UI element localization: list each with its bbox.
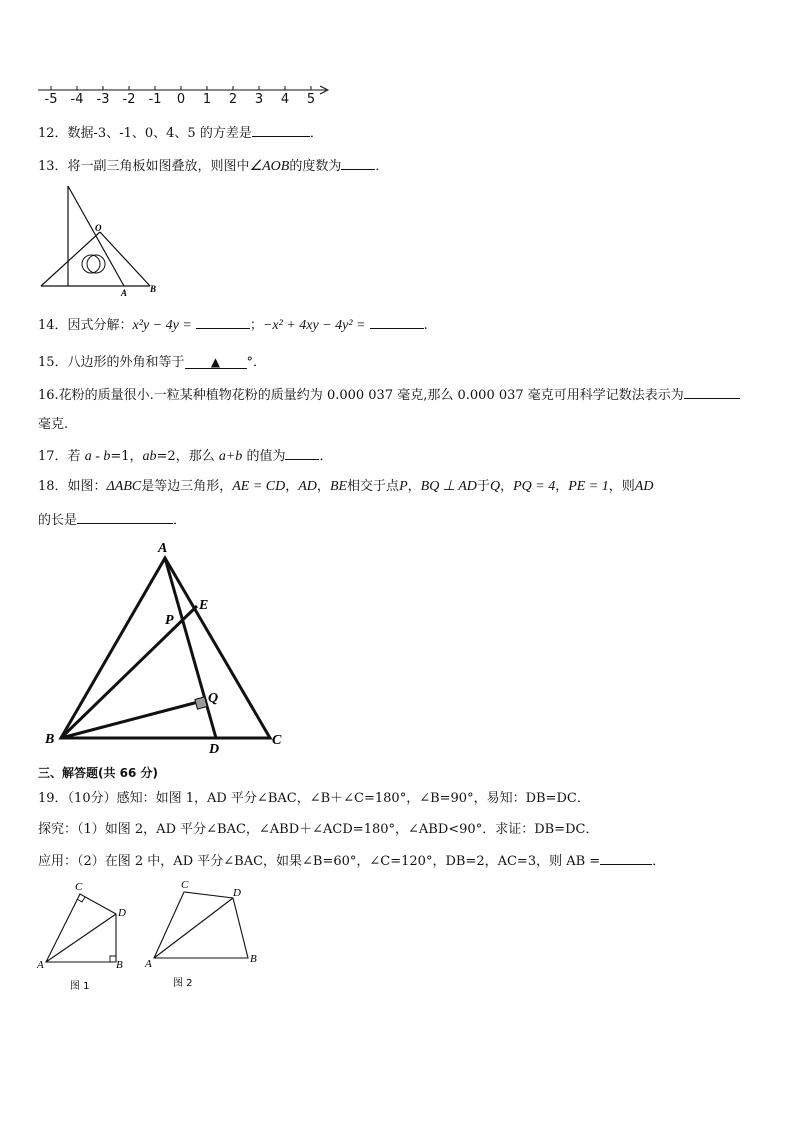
- fig2-quadrilateral: [154, 892, 248, 958]
- q18-label-b: B: [45, 732, 55, 747]
- number-line-tick-label: 2: [228, 92, 238, 107]
- q18-figure: [40, 534, 300, 759]
- q15-mark: ▲: [210, 355, 221, 369]
- q13-circle-left: [82, 255, 100, 273]
- q14-expr2: −x² + 4xy − 4y² =: [262, 318, 366, 333]
- q18-answer-blank[interactable]: [77, 511, 173, 524]
- q18-line2: 的长是: [38, 513, 78, 528]
- q13-triangle-right-edge: [100, 232, 150, 286]
- q13-circle-right: [87, 255, 105, 273]
- q18-label-d: D: [209, 742, 220, 757]
- q18-t9: ，则: [608, 479, 635, 494]
- q16-line1: 16.花粉的质量很小.一粒某种植物花粉的质量约为 0.000 037 毫克,那么 0.000 037 毫克可用科学记数法表示为: [38, 388, 684, 403]
- q18-t5: ，: [407, 479, 421, 494]
- q17-eq1: =1，: [110, 449, 143, 464]
- q18-t2: ，: [285, 479, 299, 494]
- q19-end: ．: [652, 854, 666, 869]
- q13-label-o: O: [95, 223, 102, 233]
- q13-triangle-left-edge: [41, 232, 100, 286]
- q18-c1: AE = CD: [232, 479, 286, 494]
- q18-t1: 是等边三角形，: [141, 479, 233, 494]
- number-line-tick-label: 1: [202, 92, 212, 107]
- question-18-line-1: [38, 478, 653, 496]
- q19-line3: 应用：（2）在图 2 中，AD 平分∠BAC，如果∠B=60°，∠C=120°，DB=2，AC=3，则 AB =: [38, 854, 601, 869]
- q13-figure: [36, 180, 166, 300]
- fig1-label-d: D: [118, 907, 126, 919]
- fig1-label-a: A: [37, 959, 44, 971]
- q17-prefix: 17．若: [38, 449, 81, 464]
- fig2-diagonal-ad: [154, 898, 233, 958]
- q18-c9: AD: [634, 479, 654, 494]
- q17-eq2: =2，那么: [156, 449, 215, 464]
- q18-t3: ，: [316, 479, 330, 494]
- question-18-line-2: [38, 511, 186, 530]
- section-3-title: 三、解答题(共 66 分): [38, 766, 159, 780]
- q16-answer-blank[interactable]: [684, 386, 740, 399]
- q17-end: ．: [319, 449, 333, 464]
- number-line-tick-label: -4: [70, 92, 84, 107]
- fig2-label-d: D: [233, 887, 241, 899]
- question-19-line-3: [38, 852, 665, 871]
- fig2-label-a: A: [145, 958, 152, 970]
- question-14: [38, 316, 428, 335]
- q14-blank-2[interactable]: [370, 316, 424, 329]
- q15-text: 15．八边形的外角和等于: [38, 355, 185, 370]
- fig2-caption: 图 2: [173, 978, 193, 989]
- q14-blank-1[interactable]: [196, 316, 250, 329]
- question-16-line-2: [38, 416, 68, 434]
- number-line-tick-label: -5: [44, 92, 58, 107]
- q14-sep: ；: [249, 318, 263, 333]
- q18-t4: 相交于点: [347, 479, 400, 494]
- q12-text: 12．数据-3、-1、0、4、5 的方差是: [38, 126, 252, 141]
- q18-t7: ，: [500, 479, 514, 494]
- q18-label-a: A: [158, 541, 168, 556]
- q14-end: .: [423, 318, 428, 333]
- fig1-quadrilateral: [46, 894, 116, 962]
- fig2-label-b: B: [250, 953, 257, 965]
- q19-line-2: 探究：（1）如图 2，AD 平分∠BAC，∠ABD＋∠ACD=180°，∠ABD<90°．求证：DB=DC．: [38, 822, 599, 837]
- q12-answer-blank[interactable]: [252, 124, 310, 137]
- q13-label-b: B: [150, 284, 157, 294]
- q18-c3: BE: [329, 479, 348, 494]
- fig2-label-c: C: [181, 879, 189, 891]
- q12-end: ．: [309, 126, 323, 141]
- q19-answer-blank[interactable]: [600, 852, 652, 865]
- number-line-tick-label: -1: [148, 92, 162, 107]
- number-line-tick-label: 5: [306, 92, 316, 107]
- number-line-tick-label: 3: [254, 92, 264, 107]
- q17-cond1: a - b: [84, 449, 111, 464]
- fig1-label-b: B: [116, 959, 123, 971]
- number-line-tick-label: 4: [280, 92, 290, 107]
- q17-cond2: ab: [142, 449, 157, 464]
- q18-label-p: P: [165, 613, 174, 628]
- q18-label-q: Q: [208, 691, 219, 706]
- q19-figure-2: [140, 874, 270, 996]
- q13-angle: ∠AOB: [249, 159, 290, 174]
- q13-end: ．: [375, 159, 389, 174]
- question-15: [38, 354, 266, 372]
- q16-line2: 毫克.: [38, 417, 69, 432]
- q18-end: ．: [173, 513, 187, 528]
- q18-t8: ，: [555, 479, 569, 494]
- q18-label-e: E: [199, 598, 209, 613]
- q17-suffix: 的值为: [246, 449, 286, 464]
- number-line-tick-label: -3: [96, 92, 110, 107]
- q18-segment-be: [61, 606, 197, 738]
- q18-tri: ΔABC: [106, 479, 142, 494]
- question-12: [38, 124, 323, 143]
- q18-right-angle-mark: [195, 697, 207, 709]
- q17-answer-blank[interactable]: [285, 447, 319, 460]
- q13-prefix: 13．将一副三角板如图叠放，则图中: [38, 159, 250, 174]
- number-line-tick-label: -2: [122, 92, 136, 107]
- question-13: [38, 157, 388, 176]
- q18-c8: PE = 1: [568, 479, 609, 494]
- q18-t6: 于: [476, 479, 490, 494]
- q14-expr1: x²y − 4y =: [132, 318, 192, 333]
- fig1-label-c: C: [75, 881, 83, 893]
- q18-label-c: C: [272, 733, 282, 748]
- q19-line-1: 19．（10分）感知：如图 1，AD 平分∠BAC，∠B＋∠C=180°，∠B=90°，易知：DB=DC．: [38, 791, 590, 806]
- q18-c2: AD: [298, 479, 317, 494]
- q18-c5: BQ ⊥ AD: [420, 479, 477, 494]
- question-17: [38, 447, 332, 466]
- q18-c4: P: [399, 479, 408, 494]
- fig1-caption: 图 1: [70, 981, 90, 992]
- fig1-diagonal-ad: [46, 914, 116, 962]
- q18-segment-ad: [165, 558, 219, 738]
- q19-figure-1: [36, 878, 136, 996]
- q17-target: a+b: [218, 449, 243, 464]
- number-line-tick-label: 0: [176, 92, 186, 107]
- q15-answer-blank[interactable]: [185, 356, 247, 369]
- q18-c6: Q: [489, 479, 501, 494]
- question-16-line-1: [38, 386, 740, 405]
- q13-suffix: 的度数为: [289, 159, 342, 174]
- q18-prefix: 18．如图：: [38, 479, 107, 494]
- q15-unit: °．: [246, 355, 267, 370]
- q13-label-a: A: [121, 288, 128, 298]
- q14-prefix: 14．因式分解：: [38, 318, 133, 333]
- q13-answer-blank[interactable]: [341, 157, 375, 170]
- q18-c7: PQ = 4: [513, 479, 556, 494]
